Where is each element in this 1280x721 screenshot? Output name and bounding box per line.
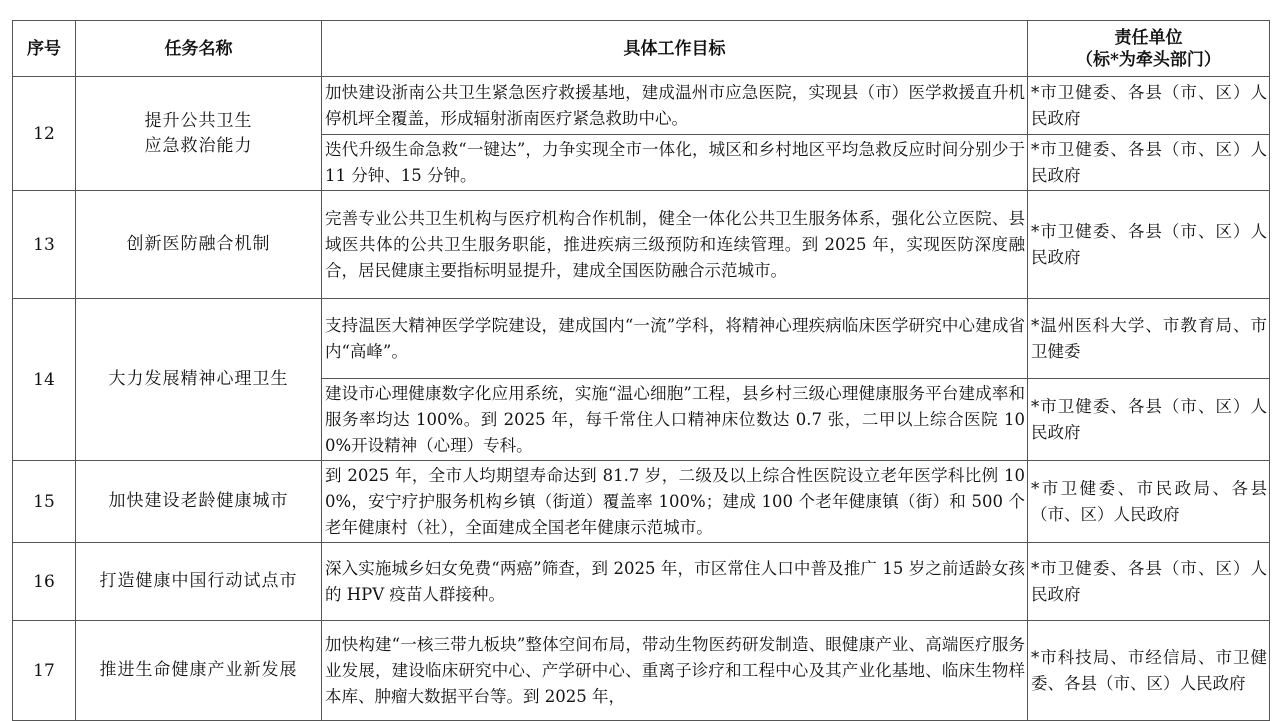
responsible-unit: *市科技局、市经信局、市卫健委、各县（市、区）人民政府 — [1028, 621, 1270, 721]
task-name-line: 大力发展精神心理卫生 — [108, 369, 289, 389]
table-row — [13, 299, 1270, 379]
responsible-unit: *市卫健委、各县（市、区）人民政府 — [1028, 379, 1270, 461]
task-name — [76, 191, 322, 299]
header-dept-note: （标*为牵头部门） — [1076, 49, 1221, 70]
row-number: 17 — [13, 621, 76, 721]
work-goal: 加快构建“一核三带九板块”整体空间布局，带动生物医药研发制造、眼健康产业、高端医疗服务业发展，建设临床研究中心、产学研中心、重离子诊疗和工程中心及其产业化基地、临床生物样本库、肿瘤大数据平台等。到 2025 年， — [322, 621, 1028, 721]
work-goal: 完善专业公共卫生机构与医疗机构合作机制，健全一体化公共卫生服务体系，强化公立医院、县域医共体的公共卫生服务职能，推进疾病三级预防和连续管理。到 2025 年，实现医防深度融合，居民健康主要指标明显提升，建成全国医防融合示范城市。 — [322, 191, 1028, 299]
task-table — [12, 20, 1270, 721]
work-goal: 建设市心理健康数字化应用系统，实施“温心细胞”工程，县乡村三级心理健康服务平台建成率和服务率均达 100%。到 2025 年，每千常住人口精神床位数达 0.7 张，二甲以上综合医院 100%开设精神（心理）专科。 — [322, 379, 1028, 461]
responsible-unit: *市卫健委、各县（市、区）人民政府 — [1028, 77, 1270, 135]
header-dept — [1028, 21, 1270, 77]
table-row — [13, 191, 1270, 299]
row-number: 15 — [13, 461, 76, 543]
task-name — [76, 543, 322, 621]
row-number: 14 — [13, 299, 76, 461]
row-number: 13 — [13, 191, 76, 299]
task-name-line: 打造健康中国行动试点市 — [99, 571, 298, 591]
responsible-unit: *市卫健委、各县（市、区）人民政府 — [1028, 191, 1270, 299]
header-row — [13, 21, 1270, 77]
task-name-line: 提升公共卫生 — [144, 110, 253, 131]
task-name — [76, 461, 322, 543]
task-name-line: 创新医防融合机制 — [126, 234, 271, 254]
responsible-unit: *市卫健委、市民政局、各县（市、区）人民政府 — [1028, 461, 1270, 543]
table-row — [13, 621, 1270, 721]
responsible-unit: *温州医科大学、市教育局、市卫健委 — [1028, 299, 1270, 379]
work-goal: 到 2025 年，全市人均期望寿命达到 81.7 岁，二级及以上综合性医院设立老年医学科比例 100%，安宁疗护服务机构乡镇（街道）覆盖率 100%；建成 100 个老年健康镇（街）和 500 个老年健康村（社），全面建成全国老年健康示范城市。 — [322, 461, 1028, 543]
work-goal: 加快建设浙南公共卫生紧急医疗救援基地，建成温州市应急医院，实现县（市）医学救援直升机停机坪全覆盖，形成辐射浙南医疗紧急救助中心。 — [322, 77, 1028, 135]
row-number: 12 — [13, 77, 76, 191]
task-name-line: 应急救治能力 — [144, 135, 253, 156]
work-goal: 迭代升级生命急救“一键达”，力争实现全市一体化，城区和乡村地区平均急救反应时间分别少于 11 分钟、15 分钟。 — [322, 135, 1028, 191]
task-name — [76, 621, 322, 721]
header-goal: 具体工作目标 — [322, 21, 1028, 77]
header-seq: 序号 — [13, 21, 76, 77]
task-name — [76, 77, 322, 191]
header-task: 任务名称 — [76, 21, 322, 77]
table-row — [13, 543, 1270, 621]
task-name — [76, 299, 322, 461]
table-row — [13, 77, 1270, 135]
header-dept-title: 责任单位 — [1114, 27, 1183, 48]
responsible-unit: *市卫健委、各县（市、区）人民政府 — [1028, 543, 1270, 621]
task-name-line: 推进生命健康产业新发展 — [99, 660, 298, 680]
work-goal: 支持温医大精神医学学院建设，建成国内“一流”学科，将精神心理疾病临床医学研究中心建成省内“高峰”。 — [322, 299, 1028, 379]
work-goal: 深入实施城乡妇女免费“两癌”筛查，到 2025 年，市区常住人口中普及推广 15 岁之前适龄女孩的 HPV 疫苗人群接种。 — [322, 543, 1028, 621]
responsible-unit: *市卫健委、各县（市、区）人民政府 — [1028, 135, 1270, 191]
task-name-line: 加快建设老龄健康城市 — [108, 491, 289, 511]
row-number: 16 — [13, 543, 76, 621]
table-row — [13, 461, 1270, 543]
